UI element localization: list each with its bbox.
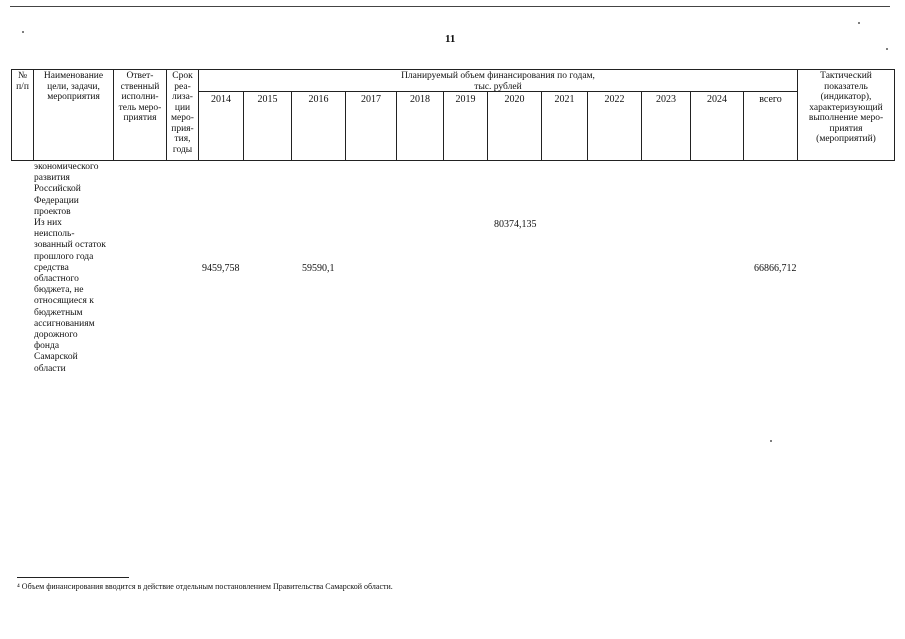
footnote-rule <box>17 577 129 578</box>
year-2020: 2020 <box>504 94 525 105</box>
year-2014: 2014 <box>211 94 231 105</box>
top-rule <box>10 6 890 7</box>
header-indicator: Тактический показатель (индикатор), характеризующий выполнение меро- приятия (мероприятий) <box>808 71 884 144</box>
header-name: Наименование цели, задачи, мероприятия <box>43 71 104 102</box>
year-2021: 2021 <box>554 94 575 105</box>
value-2014: 9459,758 <box>202 263 240 274</box>
value-2020: 80374,135 <box>494 219 537 230</box>
year-2016: 2016 <box>308 94 329 105</box>
year-2018: 2018 <box>410 94 430 105</box>
header-num: № п/п <box>16 71 29 92</box>
year-2017: 2017 <box>361 94 381 105</box>
year-2024: 2024 <box>707 94 727 105</box>
year-2015: 2015 <box>257 94 278 105</box>
footnote: ⁴ Объем финансирования вводится в действие отдельным постановлением Правительства Самарской области. <box>17 582 393 591</box>
year-2022: 2022 <box>604 94 625 105</box>
measure-name-text: экономического развития Российской Федерации проектов Из них неисполь- зованный остаток прошлого года средства областного бюджета, не относящиеся к бюджетным ассигнованиям дорожного фонда Самарской области <box>34 162 106 374</box>
year-total: всего <box>759 94 782 105</box>
header-responsible: Ответ- ственный исполни- тель меро- приятия <box>118 71 162 123</box>
year-2019: 2019 <box>455 94 476 105</box>
value-2016: 59590,1 <box>302 263 335 274</box>
year-2023: 2023 <box>656 94 676 105</box>
page-number: 11 <box>445 33 456 45</box>
value-total: 66866,712 <box>754 263 797 274</box>
header-funding: Планируемый объем финансирования по годам, тыс. рублей <box>401 71 595 92</box>
header-term: Срок реа- лиза- ции меро- прия- тия, годы <box>171 71 194 155</box>
